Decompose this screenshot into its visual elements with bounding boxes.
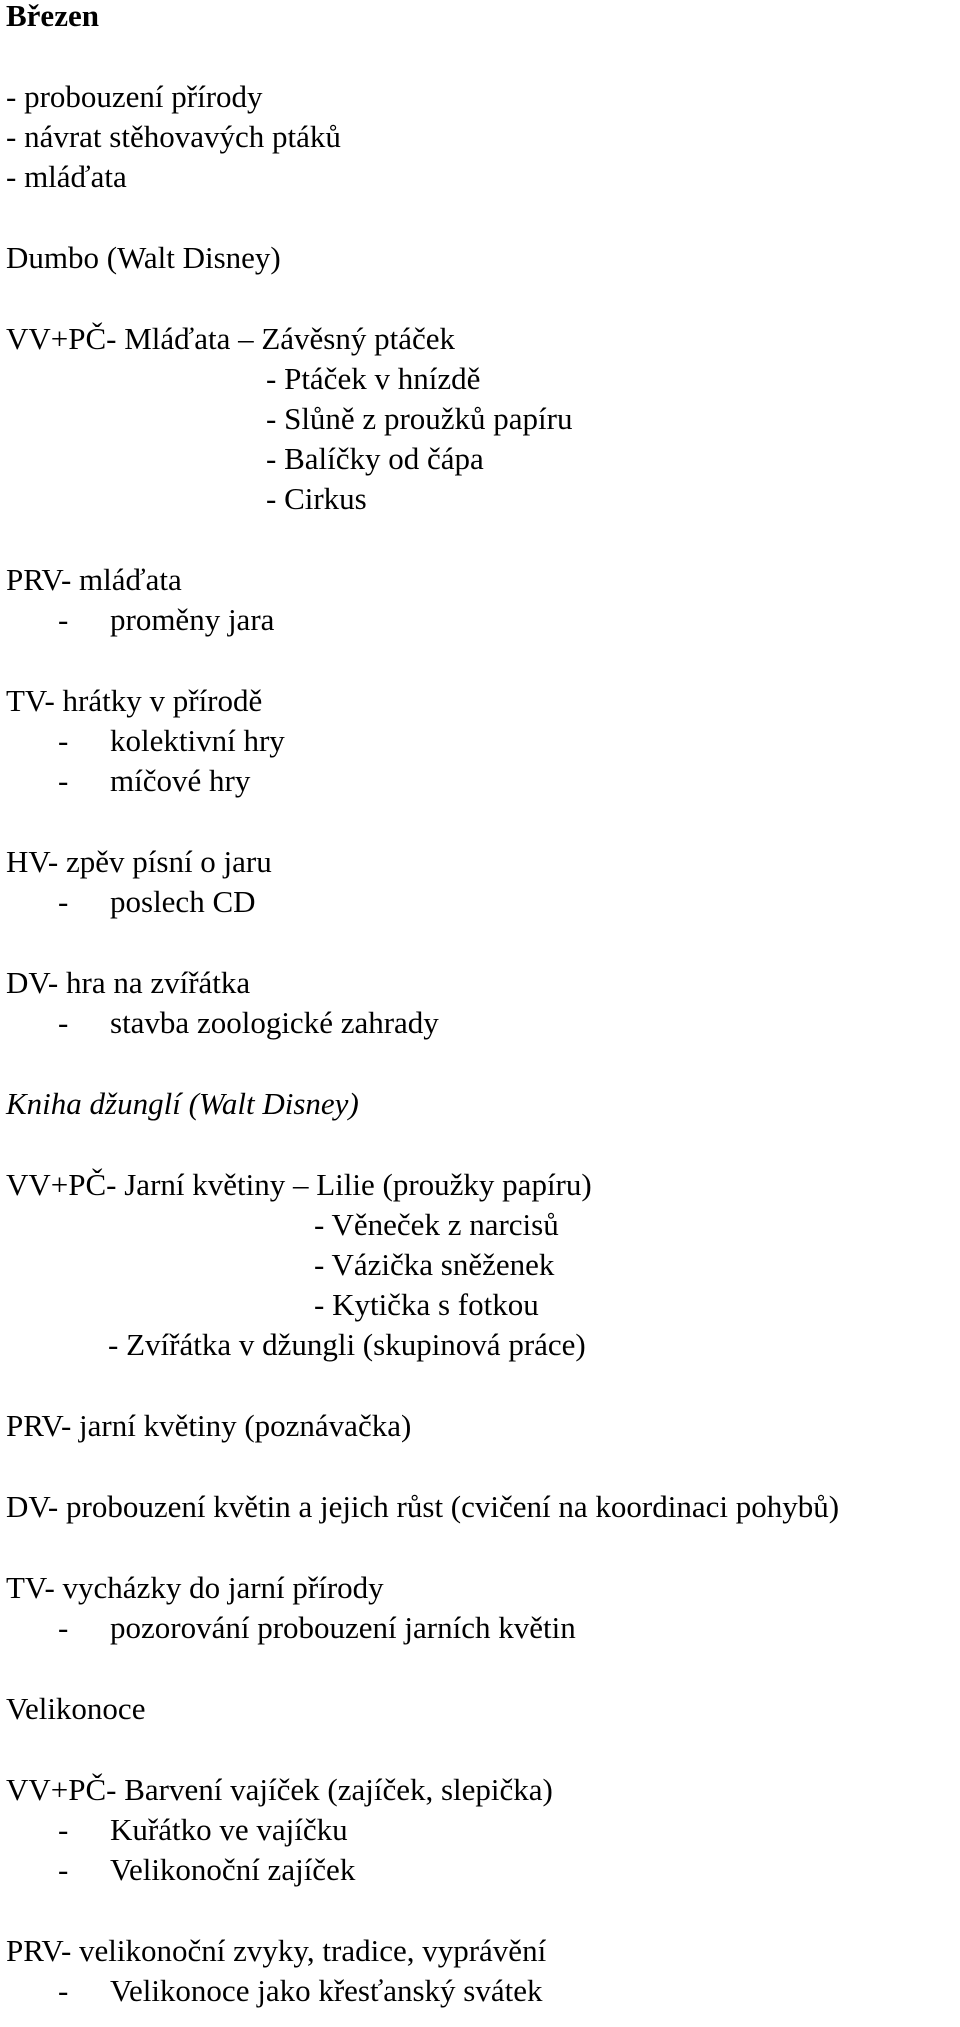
text-line: - Balíčky od čápa	[266, 441, 484, 476]
text-line: - Zvířátka v džungli (skupinová práce)	[108, 1327, 586, 1362]
text-line: Velikonoce jako křesťanský svátek	[110, 1973, 543, 2008]
section-heading: Velikonoce	[6, 1691, 146, 1726]
text-line: - Slůně z proužků papíru	[266, 401, 573, 436]
text-line: PRV- jarní květiny (poznávačka)	[6, 1408, 412, 1443]
text-line: -	[58, 1610, 69, 1645]
text-line: -	[58, 1005, 69, 1040]
text-line: HV- zpěv písní o jaru	[6, 844, 272, 879]
text-line: -	[58, 1973, 69, 2008]
text-line: pozorování probouzení jarních květin	[110, 1610, 576, 1645]
text-line: - Cirkus	[266, 481, 367, 516]
text-line: - návrat stěhovavých ptáků	[6, 119, 341, 154]
text-line: míčové hry	[110, 763, 251, 798]
text-line: VV+PČ- Barvení vajíček (zajíček, slepička)	[6, 1772, 553, 1807]
text-line: poslech CD	[110, 884, 256, 919]
text-line: - Vázička sněženek	[314, 1247, 555, 1282]
text-line: -	[58, 723, 69, 758]
text-line: Kuřátko ve vajíčku	[110, 1812, 348, 1847]
text-line: Dumbo (Walt Disney)	[6, 240, 281, 275]
text-line: PRV- velikonoční zvyky, tradice, vyprávění	[6, 1933, 547, 1968]
text-line: -	[58, 884, 69, 919]
text-line: -	[58, 602, 69, 637]
text-line: - Věneček z narcisů	[314, 1207, 559, 1242]
page-title: Březen	[6, 0, 99, 33]
text-line: DV- hra na zvířátka	[6, 965, 251, 1000]
text-line: kolektivní hry	[110, 723, 285, 758]
text-line: -	[58, 1852, 69, 1887]
text-line: TV- vycházky do jarní přírody	[6, 1570, 384, 1605]
text-line: TV- hrátky v přírodě	[6, 683, 263, 718]
text-line: Velikonoční zajíček	[110, 1852, 356, 1887]
text-line: - mláďata	[6, 159, 127, 194]
section-heading: Kniha džunglí (Walt Disney)	[6, 1086, 359, 1121]
text-line: DV- probouzení květin a jejich růst (cvičení na koordinaci pohybů)	[6, 1489, 840, 1524]
text-line: -	[58, 1812, 69, 1847]
text-line: - probouzení přírody	[6, 79, 263, 114]
text-line: proměny jara	[110, 602, 275, 637]
text-line: - Kytička s fotkou	[314, 1287, 539, 1322]
text-line: VV+PČ- Jarní květiny – Lilie (proužky papíru)	[6, 1167, 592, 1202]
text-line: VV+PČ- Mláďata – Závěsný ptáček	[6, 321, 456, 356]
text-line: PRV- mláďata	[6, 562, 182, 597]
text-line: -	[58, 763, 69, 798]
text-line: stavba zoologické zahrady	[110, 1005, 439, 1040]
text-line: - Ptáček v hnízdě	[266, 361, 481, 396]
